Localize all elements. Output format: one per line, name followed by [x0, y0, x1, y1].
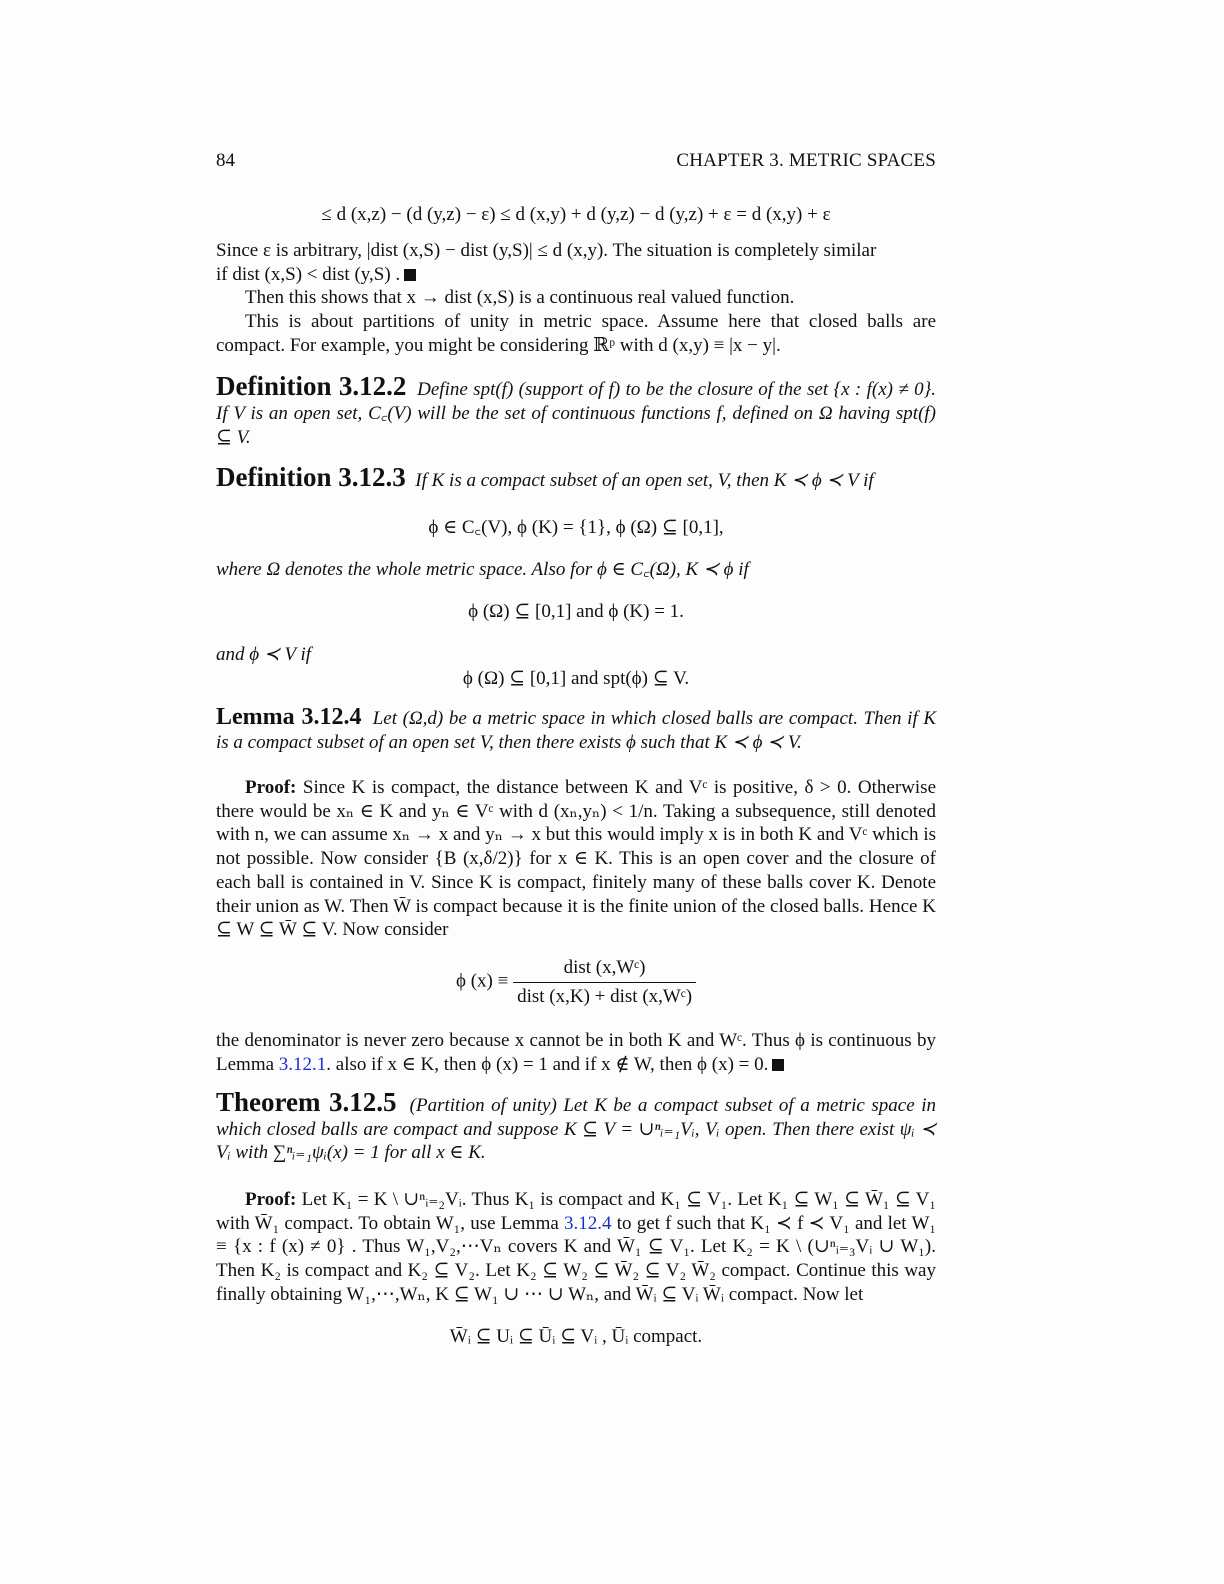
phi-definition-equation	[216, 956, 936, 1008]
definition-heading: Definition 3.12.2	[216, 371, 407, 401]
paragraph-2: Then this shows that x → dist (x,S) is a continuous real valued function.	[245, 287, 795, 308]
lemma-3-12-4	[216, 706, 936, 754]
proof-label: Proof:	[245, 1189, 297, 1210]
fraction	[513, 956, 696, 1008]
page-number: 84	[216, 150, 235, 171]
definition-equation-3: ϕ (Ω) ⊆ [0,1] and spt(ϕ) ⊆ V.	[462, 668, 690, 689]
top-equation: ≤ d (x,z) − (d (y,z) − ε) ≤ d (x,y) + d (y,z) − d (y,z) + ε = d (x,y) + ε	[321, 204, 831, 225]
lemma-text: Let (Ω,d) be a metric space in which closed balls are compact. Then if K is a compact subset of an open set V, then there exists ϕ such that K ≺ ϕ ≺ V.	[216, 708, 937, 753]
proof-label: Proof:	[245, 777, 297, 798]
equation-lhs: ϕ (x) ≡	[455, 970, 509, 992]
theorem-heading: Theorem 3.12.5	[216, 1087, 397, 1117]
paragraph-1-line-2: if dist (x,S) < dist (y,S) .	[216, 263, 936, 287]
theorem-text: (Partition of unity) Let K be a compact subset of a metric space in which closed balls are compact and suppose K ⊆ V = ∪ⁿᵢ₌₁Vᵢ, Vᵢ open. Then there exist ψᵢ ≺ Vᵢ with ∑ⁿᵢ₌₁ψᵢ(x) = 1 for all x ∈ K.	[216, 1095, 937, 1164]
definition-3-12-2	[216, 371, 937, 450]
definition-equation-2: ϕ (Ω) ⊆ [0,1] and ϕ (K) = 1.	[468, 601, 684, 622]
lemma-reference-link[interactable]: 3.12.1	[278, 1053, 327, 1075]
definition-3-12-3	[216, 462, 936, 493]
definition-text: Define spt(f) (support of f) to be the closure of the set {x : f(x) ≠ 0}. If V is an open set, C꜀(V) will be the set of continuous functions f, defined on Ω having spt(f) ⊆ V.	[216, 379, 937, 448]
theorem-3-12-5	[216, 1087, 937, 1165]
qed-icon	[772, 1059, 784, 1071]
proof-1-conclusion: the denominator is never zero because x cannot be in both K and Wᶜ. Thus ϕ is continuous by Lemma 3.12.1. also if x ∈ K, then ϕ (x) = 1 and if x ∉ W, then ϕ (x) = 0.	[216, 1030, 936, 1075]
lemma-heading: Lemma 3.12.4	[216, 704, 362, 730]
fraction-denominator: dist (x,K) + dist (x,Wᶜ)	[517, 985, 693, 1007]
paragraph-1-line-1: Since ε is arbitrary, |dist (x,S) − dist (y,S)| ≤ d (x,y). The situation is completely similar	[216, 240, 877, 261]
paragraph-1	[216, 239, 936, 286]
paragraph-3: This is about partitions of unity in metric space. Assume here that closed balls are compact. For example, you might be considering ℝᵖ with d (x,y) ≡ |x − y|.	[216, 311, 936, 356]
lemma-reference-link[interactable]: 3.12.4	[564, 1212, 612, 1234]
proof-2: Proof: Let K₁ = K \ ∪ⁿᵢ₌₂Vᵢ. Thus K₁ is compact and K₁ ⊆ V₁. Let K₁ ⊆ W₁ ⊆ W̄₁ ⊆ V₁ with W̄₁ compact. To obtain W₁, use Lemma 3.12.4 to get f such that K₁ ≺ f ≺ V₁ and let W₁ ≡ {x : f (x) ≠ 0} . Thus W₁,V₂,⋯Vₙ covers K and W̄₁ ⊆ V₁. Let K₂ = K \ (∪ⁿᵢ₌₃Vᵢ ∪ W₁). Then K₂ is compact and K₂ ⊆ V₂. Let K₂ ⊆ W₂ ⊆ W̄₂ ⊆ V₂ W̄₂ compact. Continue this way finally obtaining W₁,⋯,Wₙ, K ⊆ W₁ ∪ ⋯ ∪ Wₙ, and W̄ᵢ ⊆ Vᵢ W̄ᵢ compact. Now let	[216, 1189, 937, 1305]
definition-text: If K is a compact subset of an open set, V, then K ≺ ϕ ≺ V if	[415, 470, 874, 491]
definition-heading: Definition 3.12.3	[216, 462, 406, 492]
definition-text-3: and ϕ ≺ V if	[216, 644, 312, 665]
chapter-title: CHAPTER 3. METRIC SPACES	[676, 150, 936, 171]
final-equation: W̄ᵢ ⊆ Uᵢ ⊆ Ūᵢ ⊆ Vᵢ , Ūᵢ compact.	[449, 1326, 703, 1347]
qed-icon	[404, 269, 416, 281]
proof-text: Since K is compact, the distance between K and Vᶜ is positive, δ > 0. Otherwise there would be xₙ ∈ K and yₙ ∈ Vᶜ with d (xₙ,yₙ) < 1/n. Taking a subsequence, still denoted with n, we can assume xₙ → x and yₙ → x but this would imply x is in both K and Vᶜ which is not possible. Now consider {B (x,δ/2)} for x ∈ K. This is an open cover and the closure of each ball is contained in V. Since K is compact, finitely many of these balls cover K. Denote their union as W. Then W̄ is compact because it is the finite union of the closed balls. Hence K ⊆ W ⊆ W̄ ⊆ V. Now consider	[216, 777, 936, 941]
proof-1	[216, 776, 936, 942]
fraction-numerator: dist (x,Wᶜ)	[513, 956, 696, 983]
definition-text-2: where Ω denotes the whole metric space. Also for ϕ ∈ C꜀(Ω), K ≺ ϕ if	[216, 559, 749, 580]
definition-equation-1: ϕ ∈ C꜀(V), ϕ (K) = {1}, ϕ (Ω) ⊆ [0,1],	[428, 517, 724, 538]
